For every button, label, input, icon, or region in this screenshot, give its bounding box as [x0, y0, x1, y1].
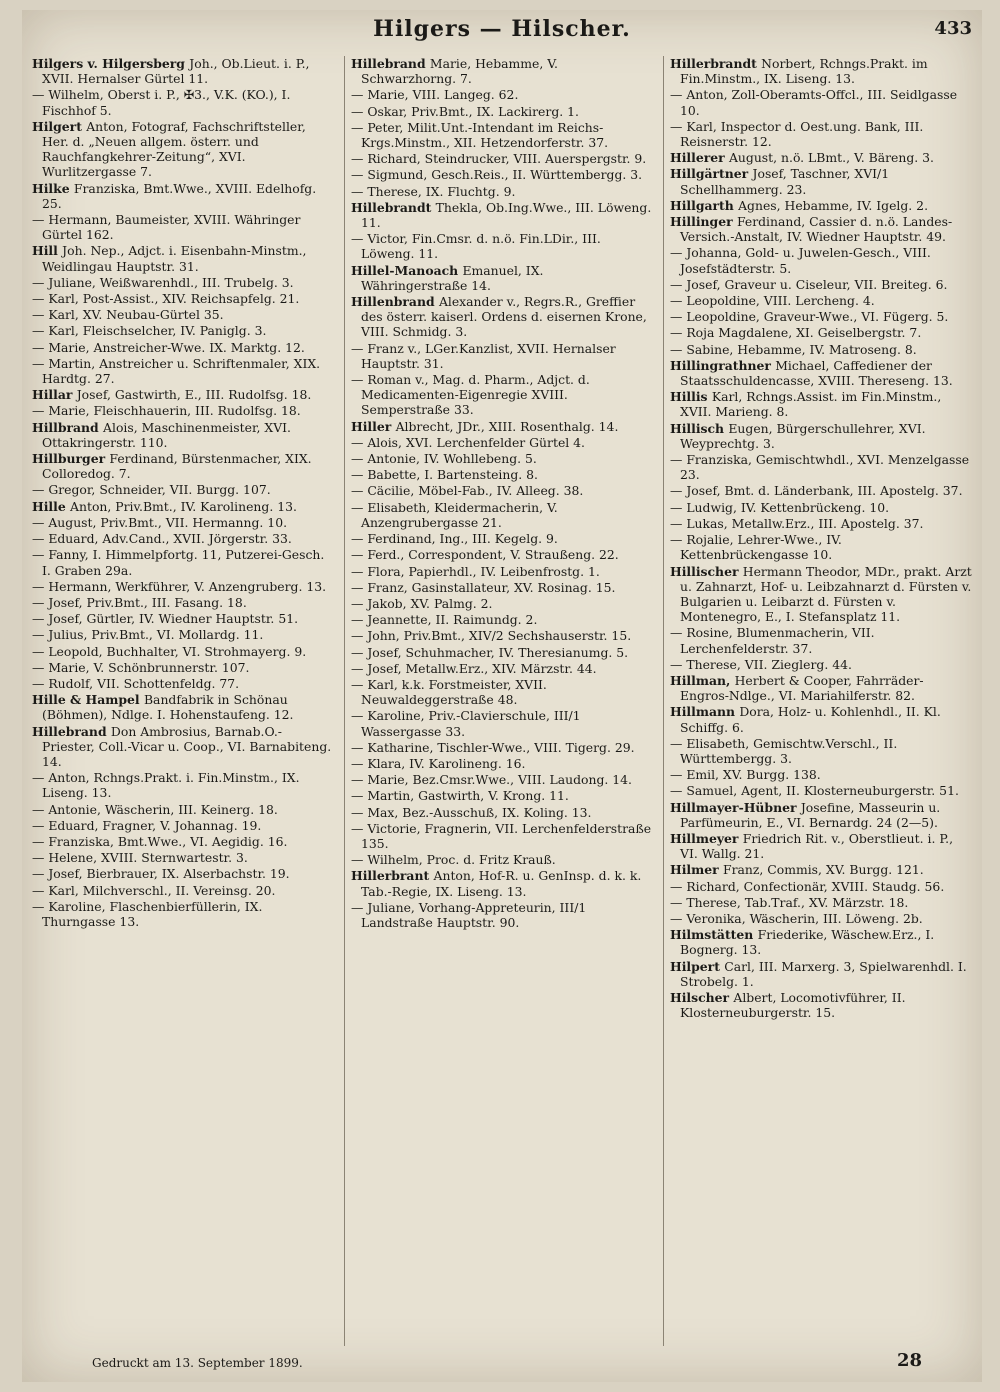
sheet-number: 28: [896, 1350, 922, 1371]
entry-surname: Hillingrathner: [670, 357, 776, 373]
directory-entry: [670, 990, 972, 1020]
directory-entry: [670, 309, 972, 324]
directory-entry: [32, 482, 334, 497]
entry-surname: Hilke: [32, 180, 74, 196]
directory-entry: [351, 483, 653, 498]
entry-details: — Richard, Confectionär, XVIII. Staudg. 56.: [670, 878, 945, 894]
entry-surname: Hille: [32, 498, 71, 514]
directory-entry: [670, 959, 972, 989]
directory-entry: [351, 677, 653, 707]
directory-entry: [670, 532, 972, 562]
directory-entry: [670, 483, 972, 498]
entry-details: Ferdinand, Bürstenmacher, XIX. Colloredog. 7.: [42, 451, 312, 482]
entry-details: — Ludwig, IV. Kettenbrückeng. 10.: [670, 499, 890, 515]
entry-surname: Hillel-Manoach: [351, 262, 463, 278]
entry-details: — Flora, Papierhdl., IV. Leibenfrostg. 1.: [351, 563, 600, 579]
directory-entry: [351, 596, 653, 611]
entry-details: — Samuel, Agent, II. Klosterneuburgerstr. 51.: [670, 783, 959, 799]
entry-surname: Hillebrand: [32, 723, 111, 739]
entry-details: Karl, Rchngs.Assist. im Fin.Minstm., XVII. Marieng. 8.: [680, 389, 942, 420]
entry-details: — Eduard, Adv.Cand., XVII. Jörgerstr. 33.: [32, 531, 292, 547]
directory-entry: [32, 676, 334, 691]
entry-details: Anton, Hof-R. u. GenInsp. d. k. k. Tab.-Regie, IX. Liseng. 13.: [361, 868, 642, 899]
entry-details: — Wilhelm, Oberst i. P., ✠3., V.K. (KO.), I. Fischhof 5.: [32, 87, 291, 118]
entry-surname: Hillenbrand: [351, 294, 439, 310]
directory-entry: [32, 724, 334, 770]
directory-entry: [670, 452, 972, 482]
directory-entry: [670, 277, 972, 292]
entry-details: Ferdinand, Cassier d. n.ö. Landes-Versich.-Anstalt, IV. Wiedner Hauptstr. 49.: [680, 214, 953, 245]
entry-details: — Marie, Anstreicher-Wwe. IX. Marktg. 12.: [32, 339, 305, 355]
entry-details: Alexander v., Regrs.R., Greffier des österr. kaiserl. Ordens d. eisernen Krone, VIII. Schmidg. 3.: [361, 294, 647, 340]
page-footer: [22, 1350, 982, 1376]
directory-page: [22, 10, 982, 1382]
entry-details: Anton, Fotograf, Fachschriftsteller, Her. d. „Neuen allgem. österr. und Rauchfangkehrer-Zeitung“, XVI. Wurlitzergasse 7.: [42, 118, 306, 180]
entry-details: — Julius, Priv.Bmt., VI. Mollardg. 11.: [32, 627, 264, 643]
entry-surname: Hillerer: [670, 150, 729, 166]
entry-details: — Klara, IV. Karolineng. 16.: [351, 755, 526, 771]
entry-details: — Franz v., LGer.Kanzlist, XVII. Hernalser Hauptstr. 31.: [351, 340, 616, 371]
directory-entry: [351, 756, 653, 771]
page-title: Hilgers — Hilscher.: [373, 16, 631, 42]
directory-entry: [351, 467, 653, 482]
directory-entry: [32, 850, 334, 865]
directory-entry: [351, 372, 653, 418]
directory-entry: [670, 736, 972, 766]
directory-entry: [32, 692, 334, 722]
directory-entry: [670, 293, 972, 308]
directory-entry: [32, 403, 334, 418]
directory-entry: [670, 767, 972, 782]
directory-entry: [670, 342, 972, 357]
directory-entry: [32, 291, 334, 306]
entry-surname: Hilscher: [670, 989, 734, 1005]
directory-entry: [670, 421, 972, 451]
directory-entry: [32, 356, 334, 386]
entry-surname: Hillebrandt: [351, 199, 436, 215]
directory-entry: [670, 564, 972, 625]
entry-details: — Peter, Milit.Unt.-Intendant im Reichs-Krgs.Minstm., XII. Hetzendorferstr. 37.: [351, 119, 609, 151]
directory-entry: [351, 341, 653, 371]
entry-details: — Leopoldine, Graveur-Wwe., VI. Fügerg. 5.: [670, 309, 949, 325]
directory-entry: [351, 531, 653, 546]
entry-details: Carl, III. Marxerg. 3, Spielwarenhdl. I. Strobelg. 1.: [680, 958, 967, 989]
entry-details: — Juliane, Weißwarenhdl., III. Trubelg. 3.: [32, 274, 294, 290]
directory-entry: [32, 611, 334, 626]
entry-details: — Josef, Graveur u. Ciseleur, VII. Breiteg. 6.: [670, 276, 948, 292]
directory-entry: [670, 625, 972, 655]
entry-details: Hermann Theodor, MDr., prakt. Arzt u. Zahnarzt, Hof- u. Leibzahnarzt d. Fürsten v. Bulgarien u. Leibarzt d. Fürsten v. Montenegro, E., I. Stefansplatz 11.: [680, 563, 972, 625]
entry-details: Josefine, Masseurin u. Parfümeurin, E., VI. Bernardg. 24 (2—5).: [680, 799, 941, 830]
entry-surname: Hillburger: [32, 451, 110, 467]
entry-details: — Emil, XV. Burgg. 138.: [670, 767, 821, 783]
entry-surname: Hilpert: [670, 958, 725, 974]
directory-entry: [670, 879, 972, 894]
directory-entry: [32, 451, 334, 481]
entry-details: — Oskar, Priv.Bmt., IX. Lackirerg. 1.: [351, 103, 579, 119]
directory-entry: [32, 87, 334, 117]
directory-entry: [670, 56, 972, 86]
directory-entry: [32, 866, 334, 881]
entry-details: — Josef, Metallw.Erz., XIV. Märzstr. 44.: [351, 660, 597, 676]
directory-entry: [351, 772, 653, 787]
entry-details: Norbert, Rchngs.Prakt. im Fin.Minstm., IX. Liseng. 13.: [680, 56, 928, 87]
directory-entry: [32, 818, 334, 833]
entry-surname: Hillmann: [670, 704, 740, 720]
directory-entry: [32, 802, 334, 817]
entry-details: — Karl, Inspector d. Oest.ung. Bank, III. Reisnerstr. 12.: [670, 118, 924, 150]
entry-details: — Karl, XV. Neubau-Gürtel 35.: [32, 307, 224, 323]
entry-details: — Fanny, I. Himmelpfortg. 11, Putzerei-Gesch. I. Graben 29a.: [32, 547, 325, 578]
entry-surname: Hillebrand: [351, 56, 430, 71]
entry-details: Herbert & Cooper, Fahrräder-Engros-Ndlge., VI. Mariahilferstr. 82.: [680, 672, 924, 704]
entry-surname: Hillischer: [670, 563, 743, 579]
directory-entry: [32, 660, 334, 675]
entry-details: Franz, Commis, XV. Burgg. 121.: [722, 862, 924, 878]
entry-details: — Antonie, Wäscherin, III. Keinerg. 18.: [32, 801, 278, 817]
entry-details: — Franziska, Gemischtwhdl., XVI. Menzelgasse 23.: [670, 452, 970, 483]
entry-details: — Marie, V. Schönbrunnerstr. 107.: [32, 659, 250, 675]
directory-entry: [32, 212, 334, 242]
directory-entry: [32, 899, 334, 929]
entry-details: — Josef, Bierbrauer, IX. Alserbachstr. 19.: [32, 866, 290, 882]
directory-entry: [32, 547, 334, 577]
directory-entry: [351, 805, 653, 820]
directory-entry: [351, 661, 653, 676]
entry-surname: Hillgarth: [670, 197, 739, 213]
directory-entry: [32, 181, 334, 211]
entry-details: Emanuel, IX. Währingerstraße 14.: [361, 262, 544, 293]
directory-entry: [670, 673, 972, 703]
directory-entry: [32, 307, 334, 322]
directory-entry: [670, 119, 972, 149]
directory-entry: [670, 166, 972, 196]
directory-entry: [351, 547, 653, 562]
entry-details: Friederike, Wäschew.Erz., I. Bognerg. 13.: [680, 927, 935, 958]
directory-entry: [351, 263, 653, 293]
entry-details: — Ferd., Correspondent, V. Straußeng. 22.: [351, 547, 619, 563]
entry-details: Franziska, Bmt.Wwe., XVIII. Edelhofg. 25.: [42, 180, 317, 211]
directory-entry: [32, 770, 334, 800]
entry-details: Thekla, Ob.Ing.Wwe., III. Löweng. 11.: [361, 199, 652, 231]
entry-details: — Alois, XVI. Lerchenfelder Gürtel 4.: [351, 434, 586, 450]
entry-details: — Karl, Fleischselcher, IV. Paniglg. 3.: [32, 323, 267, 339]
directory-entry: [351, 87, 653, 102]
directory-entry: [670, 927, 972, 957]
directory-entry: [351, 120, 653, 150]
entry-details: — John, Priv.Bmt., XIV/2 Sechshauserstr. 15.: [351, 628, 632, 644]
entry-details: — Leopoldine, VIII. Lercheng. 4.: [670, 293, 875, 309]
directory-entry: [351, 900, 653, 930]
entry-details: August, n.ö. LBmt., V. Bäreng. 3.: [728, 150, 934, 166]
entry-details: — Katharine, Tischler-Wwe., VIII. Tigerg. 29.: [351, 739, 635, 755]
entry-details: Dora, Holz- u. Kohlenhdl., II. Kl. Schiffg. 6.: [680, 704, 941, 735]
entry-details: — Juliane, Vorhang-Appreteurin, III/1 Landstraße Hauptstr. 90.: [351, 899, 587, 930]
entry-details: — Lukas, Metallw.Erz., III. Apostelg. 37.: [670, 515, 924, 531]
entry-surname: Hillbrand: [32, 419, 104, 435]
entry-details: — Karl, k.k. Forstmeister, XVII. Neuwaldeggerstraße 48.: [351, 676, 547, 708]
directory-entry: [32, 883, 334, 898]
entry-details: — Victor, Fin.Cmsr. d. n.ö. Fin.LDir., III. Löweng. 11.: [351, 231, 601, 262]
directory-entry: [670, 358, 972, 388]
directory-entry: [32, 499, 334, 514]
entry-columns: [32, 56, 972, 1346]
directory-entry: [32, 275, 334, 290]
entry-details: — Hermann, Werkführer, V. Anzengruberg. 13.: [32, 578, 327, 594]
entry-details: Alois, Maschinenmeister, XVI. Ottakringerstr. 110.: [42, 419, 291, 450]
directory-entry: [351, 56, 653, 86]
entry-details: — Anton, Rchngs.Prakt. i. Fin.Minstm., IX. Liseng. 13.: [32, 770, 300, 801]
entry-details: Anton, Priv.Bmt., IV. Karolineng. 13.: [70, 498, 297, 514]
entry-details: — Therese, Tab.Traf., XV. Märzstr. 18.: [670, 894, 909, 910]
directory-entry: [32, 595, 334, 610]
entry-details: — Elisabeth, Gemischtw.Verschl., II. Württembergg. 3.: [670, 735, 898, 766]
directory-entry: [351, 580, 653, 595]
entry-details: — Josef, Priv.Bmt., III. Fasang. 18.: [32, 594, 247, 610]
entry-details: — Marie, Fleischhauerin, III. Rudolfsg. 18.: [32, 403, 301, 419]
entry-details: Joh., Ob.Lieut. i. P., XVII. Hernalser Gürtel 11.: [42, 56, 310, 87]
directory-entry: [351, 451, 653, 466]
entry-details: — Franz, Gasinstallateur, XV. Rosinag. 15.: [351, 579, 616, 595]
entry-details: — Eduard, Fragner, V. Johannag. 19.: [32, 817, 262, 833]
directory-entry: [351, 167, 653, 182]
entry-details: — Wilhelm, Proc. d. Fritz Krauß.: [351, 852, 556, 868]
entry-details: Albert, Locomotivführer, II. Klosterneuburgerstr. 15.: [680, 989, 906, 1021]
entry-details: — Therese, IX. Fluchtg. 9.: [351, 183, 516, 199]
entry-details: — Anton, Zoll-Oberamts-Offcl., III. Seidlgasse 10.: [670, 87, 958, 118]
entry-surname: Hille & Hampel: [32, 692, 144, 708]
directory-entry: [351, 435, 653, 450]
entry-details: — Martin, Gastwirth, V. Krong. 11.: [351, 788, 569, 804]
entry-surname: Hillmeyer: [670, 830, 743, 846]
entry-details: Joh. Nep., Adjct. i. Eisenbahn-Minstm., Weidlingau Hauptstr. 31.: [42, 243, 307, 274]
entry-details: — Martin, Anstreicher u. Schriftenmaler, XIX. Hardtg. 27.: [32, 355, 321, 387]
entry-details: — Josef, Schuhmacher, IV. Theresianumg. 5.: [351, 644, 629, 660]
entry-details: — Victorie, Fragnerin, VII. Lerchenfelderstraße 135.: [351, 820, 652, 851]
entry-details: Bandfabrik in Schönau (Böhmen), Ndlge. I. Hohenstaufeng. 12.: [42, 692, 294, 723]
entry-surname: Hillmayer-Hübner: [670, 799, 801, 815]
directory-entry: [351, 151, 653, 166]
entry-details: — Sigmund, Gesch.Reis., II. Württembergg. 3.: [351, 167, 643, 183]
entry-surname: Hilmstätten: [670, 927, 758, 943]
entry-details: — Roja Magdalene, XI. Geiselbergstr. 7.: [670, 325, 922, 341]
entry-surname: Hillinger: [670, 214, 737, 230]
entry-details: — Marie, Bez.Cmsr.Wwe., VIII. Laudong. 14.: [351, 772, 632, 788]
entry-details: Marie, Hebamme, V. Schwarzhorng. 7.: [361, 56, 558, 87]
entry-details: — Sabine, Hebamme, IV. Matroseng. 8.: [670, 341, 917, 357]
directory-entry: [351, 294, 653, 340]
directory-entry: [351, 231, 653, 261]
entry-details: — Ferdinand, Ing., III. Kegelg. 9.: [351, 531, 558, 547]
entry-surname: Hillis: [670, 389, 712, 405]
entry-surname: Hill: [32, 243, 63, 259]
column-2: [344, 56, 653, 1346]
directory-entry: [670, 862, 972, 877]
directory-entry: [32, 119, 334, 180]
entry-surname: Hillerbrandt: [670, 56, 762, 71]
entry-details: — August, Priv.Bmt., VII. Hermanng. 10.: [32, 514, 288, 530]
entry-details: — Karoline, Priv.-Clavierschule, III/1 Wassergasse 33.: [351, 708, 581, 739]
directory-entry: [670, 214, 972, 244]
entry-details: — Gregor, Schneider, VII. Burgg. 107.: [32, 482, 271, 498]
entry-details: — Karl, Post-Assist., XIV. Reichsapfelg. 21.: [32, 291, 300, 307]
directory-entry: [32, 420, 334, 450]
directory-entry: [32, 515, 334, 530]
entry-details: — Jakob, XV. Palmg. 2.: [351, 595, 493, 611]
entry-surname: Hiller: [351, 418, 396, 434]
entry-details: — Leopold, Buchhalter, VI. Strohmayerg. 9.: [32, 643, 307, 659]
directory-entry: [351, 852, 653, 867]
directory-entry: [670, 389, 972, 419]
directory-entry: [670, 87, 972, 117]
entry-details: — Josef, Bmt. d. Länderbank, III. Apostelg. 37.: [670, 483, 963, 499]
directory-entry: [351, 821, 653, 851]
directory-entry: [670, 325, 972, 340]
entry-surname: Hilgers v. Hilgersberg: [32, 56, 190, 71]
directory-entry: [32, 834, 334, 849]
entry-details: — Hermann, Baumeister, XVIII. Währinger Gürtel 162.: [32, 212, 301, 243]
directory-entry: [670, 245, 972, 275]
entry-surname: Hilgert: [32, 118, 87, 134]
directory-entry: [670, 500, 972, 515]
directory-entry: [670, 911, 972, 926]
entry-details: — Therese, VII. Zieglerg. 44.: [670, 656, 852, 672]
directory-entry: [32, 627, 334, 642]
entry-details: — Karl, Milchverschl., II. Vereinsg. 20.: [32, 882, 276, 898]
directory-entry: [351, 184, 653, 199]
directory-entry: [351, 104, 653, 119]
directory-entry: [351, 628, 653, 643]
directory-entry: [670, 150, 972, 165]
entry-details: Michael, Caffediener der Staatsschuldencasse, XVIII. Thereseng. 13.: [680, 357, 953, 389]
directory-entry: [670, 783, 972, 798]
directory-entry: [351, 500, 653, 530]
directory-entry: [351, 200, 653, 230]
entry-details: — Rosine, Blumenmacherin, VII. Lerchenfelderstr. 37.: [670, 625, 875, 656]
entry-details: — Veronika, Wäscherin, III. Löweng. 2b.: [670, 910, 923, 926]
entry-details: — Marie, VIII. Langeg. 62.: [351, 87, 519, 103]
entry-details: — Rudolf, VII. Schottenfeldg. 77.: [32, 675, 240, 691]
entry-details: — Max, Bez.-Ausschuß, IX. Koling. 13.: [351, 804, 592, 820]
entry-details: — Antonie, IV. Wohllebeng. 5.: [351, 451, 537, 467]
entry-surname: Hillman,: [670, 672, 735, 688]
entry-details: Josef, Taschner, XVI/1 Schellhammerg. 23.: [680, 166, 890, 197]
entry-details: — Karoline, Flaschenbierfüllerin, IX. Thurngasse 13.: [32, 898, 263, 929]
entry-details: Josef, Gastwirth, E., III. Rudolfsg. 18.: [76, 387, 312, 403]
entry-details: — Jeannette, II. Raimundg. 2.: [351, 612, 538, 628]
entry-surname: Hillgärtner: [670, 166, 753, 182]
entry-details: — Josef, Gürtler, IV. Wiedner Hauptstr. 51.: [32, 611, 299, 627]
directory-entry: [32, 56, 334, 86]
entry-details: Albrecht, JDr., XIII. Rosenthalg. 14.: [395, 418, 619, 434]
entry-details: — Babette, I. Bartensteing. 8.: [351, 467, 538, 483]
directory-entry: [670, 895, 972, 910]
directory-entry: [351, 645, 653, 660]
directory-entry: [32, 387, 334, 402]
directory-entry: [32, 579, 334, 594]
directory-entry: [32, 644, 334, 659]
directory-entry: [670, 657, 972, 672]
directory-entry: [351, 740, 653, 755]
directory-entry: [670, 800, 972, 830]
directory-entry: [351, 419, 653, 434]
directory-entry: [670, 704, 972, 734]
entry-surname: Hillisch: [670, 420, 729, 436]
entry-details: — Cäcilie, Möbel-Fab., IV. Alleeg. 38.: [351, 483, 584, 499]
directory-entry: [32, 340, 334, 355]
directory-entry: [670, 198, 972, 213]
entry-details: — Elisabeth, Kleidermacherin, V. Anzengrubergasse 21.: [351, 499, 558, 530]
entry-details: — Roman v., Mag. d. Pharm., Adjct. d. Medicamenten-Eigenregie XVIII. Semperstraße 33.: [351, 372, 590, 418]
entry-details: Eugen, Bürgerschullehrer, XVI. Weyprechtg. 3.: [680, 420, 926, 451]
entry-details: — Helene, XVIII. Sternwartestr. 3.: [32, 850, 248, 866]
entry-details: Agnes, Hebamme, IV. Igelg. 2.: [738, 197, 929, 213]
directory-entry: [670, 831, 972, 861]
entry-details: — Franziska, Bmt.Wwe., VI. Aegidig. 16.: [32, 833, 288, 849]
entry-details: — Richard, Steindrucker, VIII. Auerspergstr. 9.: [351, 151, 647, 167]
column-1: [32, 56, 334, 1346]
directory-entry: [32, 531, 334, 546]
entry-surname: Hillar: [32, 387, 77, 403]
directory-entry: [351, 788, 653, 803]
directory-entry: [32, 243, 334, 273]
entry-details: — Rojalie, Lehrer-Wwe., IV. Kettenbrückengasse 10.: [670, 532, 842, 563]
page-number: 433: [934, 18, 972, 39]
entry-details: Don Ambrosius, Barnab.O.-Priester, Coll.-Vicar u. Coop., VI. Barnabiteng. 14.: [42, 723, 332, 769]
directory-entry: [351, 612, 653, 627]
column-3: [663, 56, 972, 1346]
directory-entry: [670, 516, 972, 531]
directory-entry: [32, 323, 334, 338]
entry-surname: Hilmer: [670, 862, 723, 878]
entry-surname: Hillerbrant: [351, 868, 434, 884]
print-date: Gedruckt am 13. September 1899.: [92, 1356, 303, 1370]
entry-details: Friedrich Rit. v., Oberstlieut. i. P., VI. Wallg. 21.: [680, 830, 954, 862]
page-header: [22, 16, 982, 50]
directory-entry: [351, 708, 653, 738]
directory-entry: [351, 564, 653, 579]
directory-entry: [351, 868, 653, 898]
entry-details: — Johanna, Gold- u. Juwelen-Gesch., VIII. Josefstädterstr. 5.: [670, 245, 931, 276]
